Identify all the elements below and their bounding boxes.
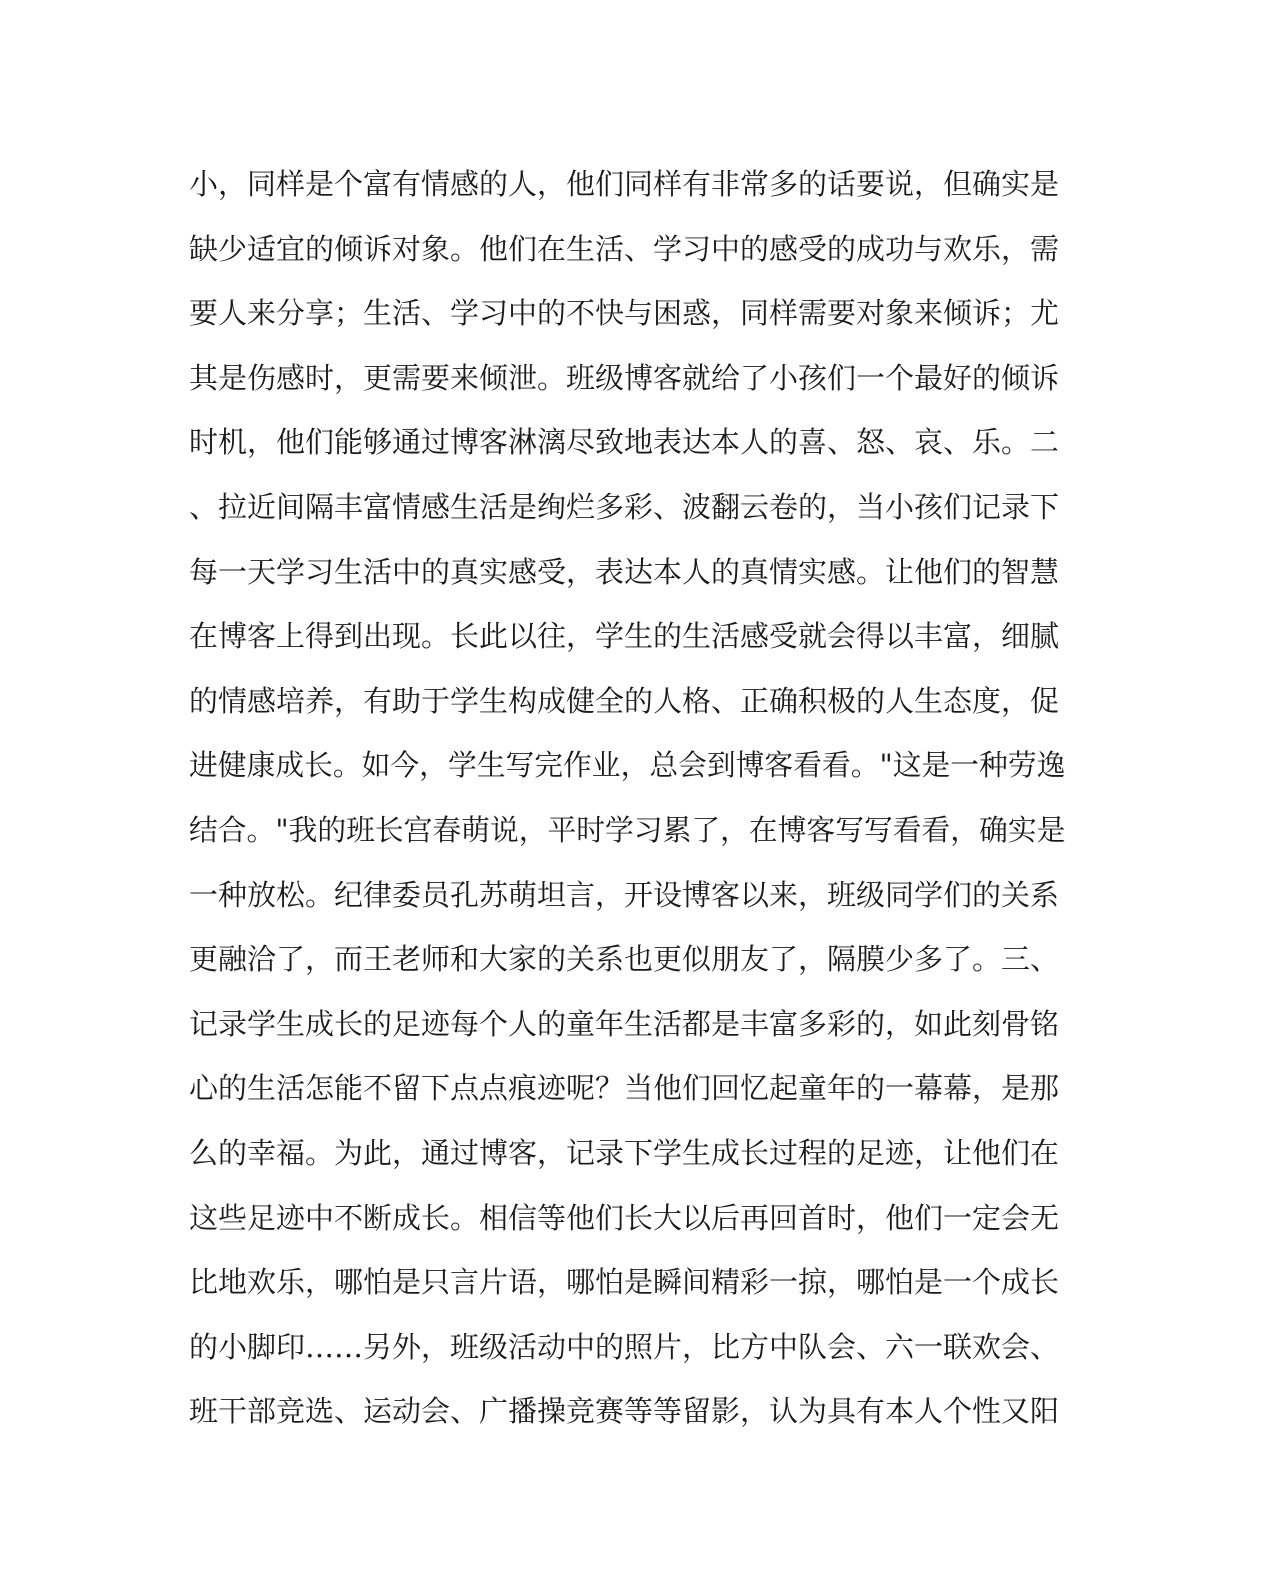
text-line-16: 么的幸福。为此，通过博客，记录下学生成长过程的足迹，让他们在 (189, 1135, 1060, 1170)
text-line-4: 其是伤感时，更需要来倾泄。班级博客就给了小孩们一个最好的倾诉 (189, 360, 1060, 395)
text-line-9: 的情感培养，有助于学生构成健全的人格、正确积极的人生态度，促 (189, 683, 1060, 718)
text-line-5: 时机，他们能够通过博客淋漓尽致地表达本人的喜、怒、哀、乐。二 (189, 425, 1060, 460)
text-line-12: 一种放松。纪律委员孔苏萌坦言，开设博客以来，班级同学们的关系 (189, 877, 1060, 912)
text-line-14: 记录学生成长的足迹每个人的童年生活都是丰富多彩的，如此刻骨铭 (189, 1006, 1060, 1041)
text-line-7: 每一天学习生活中的真实感受，表达本人的真情实感。让他们的智慧 (189, 554, 1060, 589)
text-line-3: 要人来分享；生活、学习中的不快与困惑，同样需要对象来倾诉；尤 (189, 296, 1060, 331)
text-line-20: 班干部竞选、运动会、广播操竞赛等等留影，认为具有本人个性又阳 (189, 1394, 1060, 1429)
text-line-10: 进健康成长。如今，学生写完作业，总会到博客看看。"这是一种劳逸 (189, 748, 1066, 783)
text-line-11: 结合。"我的班长宫春萌说，平时学习累了，在博客写写看看，确实是 (189, 812, 1066, 847)
text-line-19: 的小脚印……另外，班级活动中的照片，比方中队会、六一联欢会、 (189, 1329, 1060, 1364)
text-line-13: 更融洽了，而王老师和大家的关系也更似朋友了，隔膜少多了。三、 (189, 942, 1060, 977)
text-line-2: 缺少适宜的倾诉对象。他们在生活、学习中的感受的成功与欢乐，需 (189, 231, 1060, 266)
body-text (189, 152, 1079, 1444)
text-line-8: 在博客上得到出现。长此以往，学生的生活感受就会得以丰富，细腻 (189, 619, 1060, 654)
text-line-6: 、拉近间隔丰富情感生活是绚烂多彩、波翻云卷的，当小孩们记录下 (189, 489, 1060, 524)
text-line-1: 小，同样是个富有情感的人，他们同样有非常多的话要说，但确实是 (189, 167, 1060, 201)
text-line-18: 比地欢乐，哪怕是只言片语，哪怕是瞬间精彩一掠，哪怕是一个成长 (189, 1265, 1060, 1300)
text-line-17: 这些足迹中不断成长。相信等他们长大以后再回首时，他们一定会无 (189, 1200, 1060, 1235)
text-line-15: 心的生活怎能不留下点点痕迹呢？当他们回忆起童年的一幕幕，是那 (189, 1071, 1060, 1106)
